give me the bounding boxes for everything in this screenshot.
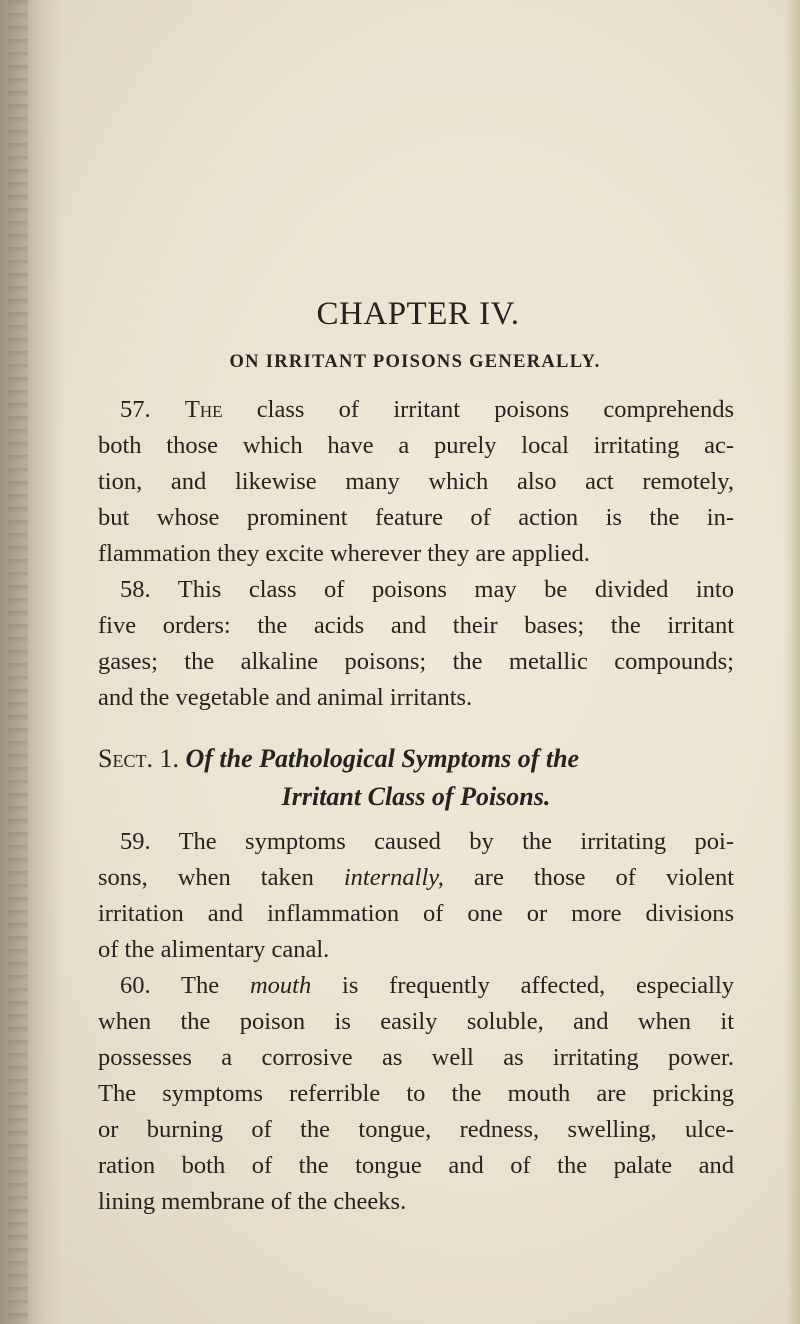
section-heading-line — [98, 740, 734, 778]
paragraph-line: flammation they excite wherever they are applied. — [98, 540, 590, 567]
page-spine-shadow — [0, 0, 62, 1324]
spine-texture — [8, 0, 28, 1324]
section-title-continued: Irritant Class of Poisons. — [281, 782, 551, 811]
paragraph-text: class of irritant poisons comprehends — [256, 396, 735, 423]
paragraph-line: 59. The symptoms caused by the irritating poi- — [120, 828, 734, 855]
paragraph-line: The symptoms referrible to the mouth are pricking — [98, 1080, 734, 1107]
paragraph-58 — [98, 572, 734, 716]
section-title: Of the Pathological Symptoms of the — [185, 744, 580, 773]
paragraph-text: sons, when taken — [98, 864, 314, 891]
paragraph-line: and the vegetable and animal irritants. — [98, 684, 473, 711]
paragraph-57 — [98, 392, 734, 572]
paragraph-line: ration both of the tongue and of the palate and — [98, 1152, 734, 1179]
paragraph-line: both those which have a purely local irritating ac- — [98, 432, 734, 459]
paragraph-line: 58. This class of poisons may be divided into — [120, 576, 734, 603]
paragraph-lead-word: The — [184, 396, 223, 423]
paragraph-60 — [98, 968, 734, 1220]
paragraph-59 — [98, 824, 734, 968]
paragraph-line: irritation and inflammation of one or more divisions — [98, 900, 734, 927]
paragraph-line — [98, 860, 734, 896]
paragraph-line — [98, 968, 734, 1004]
paragraph-line: tion, and likewise many which also act remotely, — [98, 468, 734, 495]
paragraph-line: or burning of the tongue, redness, swelling, ulce- — [98, 1116, 734, 1143]
page-edge-shadow — [786, 0, 800, 1324]
chapter-title: CHAPTER IV. — [316, 296, 520, 332]
paragraph-line: possesses a corrosive as well as irritating power. — [98, 1044, 734, 1071]
paragraph-line: of the alimentary canal. — [98, 936, 330, 963]
paragraph-line — [98, 392, 734, 428]
emphasis-text: internally, — [343, 864, 444, 891]
paragraph-line: lining membrane of the cheeks. — [98, 1188, 407, 1215]
chapter-subtitle: ON IRRITANT POISONS GENERALLY. — [229, 352, 601, 372]
paragraph-line: gases; the alkaline poisons; the metallic compounds; — [98, 648, 734, 675]
emphasis-text: mouth — [249, 972, 312, 999]
paragraph-line: five orders: the acids and their bases; the irritant — [98, 612, 734, 639]
paragraph-text: 60. The — [120, 972, 220, 999]
paragraph-text: is frequently affected, especially — [342, 972, 735, 999]
paragraph-number: 57. — [120, 396, 151, 423]
paragraph-line: but whose prominent feature of action is the in- — [98, 504, 734, 531]
paragraph-line: when the poison is easily soluble, and when it — [98, 1008, 734, 1035]
section-heading — [98, 740, 734, 816]
paragraph-text: are those of violent — [473, 864, 735, 891]
section-label: Sect. 1. — [98, 744, 179, 773]
